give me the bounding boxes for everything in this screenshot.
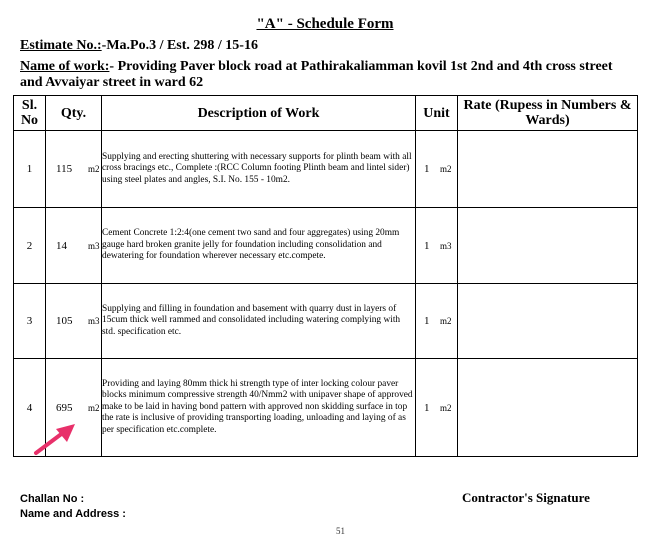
table-row	[14, 131, 638, 208]
row-unit	[416, 208, 458, 284]
row-sl: 4	[14, 359, 46, 457]
header-description: Description of Work	[102, 96, 416, 131]
name-of-work	[20, 59, 630, 91]
unit-number: 1	[424, 239, 430, 252]
row-qty	[46, 208, 102, 284]
challan-block	[20, 492, 126, 522]
table-row	[14, 359, 638, 457]
row-sl: 3	[14, 284, 46, 359]
row-unit	[416, 131, 458, 208]
table-row	[14, 284, 638, 359]
challan-no-label: Challan No :	[20, 493, 85, 505]
unit-number: 1	[424, 315, 430, 327]
estimate-value: -Ma.Po.3 / Est. 298 / 15-16	[101, 38, 258, 53]
row-rate	[458, 208, 638, 284]
row-qty	[46, 284, 102, 359]
header-sl: Sl. No	[14, 96, 46, 131]
header-unit: Unit	[416, 96, 458, 131]
unit-unit: m2	[440, 316, 452, 326]
row-qty	[46, 131, 102, 208]
qty-value: 695	[56, 401, 73, 414]
row-sl: 2	[14, 208, 46, 284]
unit-unit: m2	[440, 402, 452, 413]
row-sl: 1	[14, 131, 46, 208]
row-description: Cement Concrete 1:2:4(one cement two sand and four aggregates) using 20mm gauge hard broken granite jelly for foundation including consolidation and dewatering for foundation wherever necessary etc.compete.	[102, 208, 416, 284]
schedule-table	[13, 95, 638, 457]
row-description: Supplying and erecting shuttering with necessary supports for plinth beam with all cross bracings etc., Complete :(RCC Column footing Plinth beam and lintel sider) using steel plates and angles, S.I. No. 155 - 10m2.	[102, 131, 416, 208]
header-rate: Rate (Rupess in Numbers & Wards)	[458, 96, 638, 131]
row-description: Providing and laying 80mm thick hi strength type of inter locking colour paver blocks minimum compressive strength 40/Nmm2 with unipaver shape of approved make to be laid in having bond pattern with approved non skidding surface in top the rate is inclusive of providing transporting loading, unloading and laying of as per specification etc.complete.	[102, 359, 416, 457]
row-rate	[458, 131, 638, 208]
table-header-row	[14, 96, 638, 131]
form-title: "A" - Schedule Form	[256, 16, 394, 32]
row-description: Supplying and filling in foundation and basement with quarry dust in layers of 15cum thick well rammed and consolidated including watering complying with std. specification etc.	[102, 284, 416, 359]
qty-value: 105	[56, 315, 73, 327]
contractor-signature-label: Contractor's Signature	[462, 490, 590, 505]
qty-unit: m2	[88, 164, 100, 174]
unit-number: 1	[424, 163, 430, 175]
unit-unit: m3	[440, 240, 452, 251]
work-value: - Providing Paver block road at Pathirakaliamman kovil 1st 2nd and 4th cross street and Avvaiyar street in ward 62	[20, 59, 613, 90]
qty-value: 14	[56, 239, 67, 252]
name-address-label: Name and Address :	[20, 508, 126, 520]
qty-value: 115	[56, 163, 73, 175]
row-unit	[416, 359, 458, 457]
row-unit	[416, 284, 458, 359]
unit-number: 1	[424, 401, 430, 414]
qty-unit: m2	[88, 402, 100, 413]
qty-unit: m3	[88, 240, 100, 251]
work-label: Name of work:	[20, 59, 110, 74]
row-rate	[458, 284, 638, 359]
page-number: 51	[336, 526, 345, 536]
row-rate	[458, 359, 638, 457]
header-qty: Qty.	[46, 96, 102, 131]
unit-unit: m2	[440, 164, 452, 174]
estimate-label: Estimate No.:	[20, 38, 102, 53]
pink-arrow-icon	[30, 420, 80, 460]
table-row	[14, 208, 638, 284]
estimate-line	[20, 38, 258, 54]
qty-unit: m3	[88, 316, 100, 326]
